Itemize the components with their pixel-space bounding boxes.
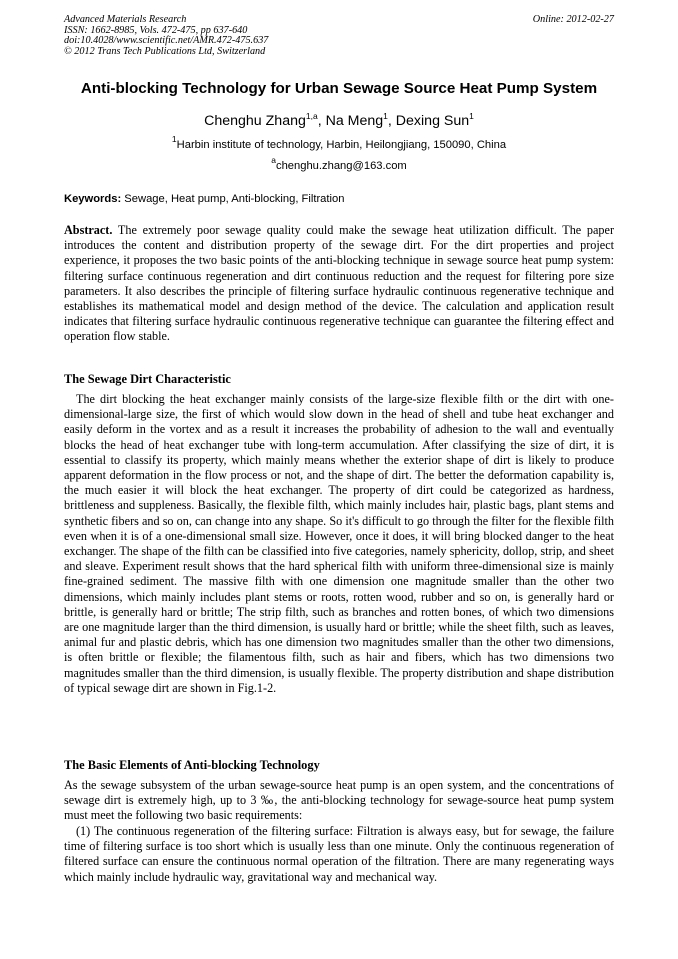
affiliation-text: Harbin institute of technology, Harbin, Heilongjiang, 150090, China [176, 139, 507, 151]
author-list [0, 112, 678, 130]
section-heading-basic-elements: The Basic Elements of Anti-blocking Technology [64, 758, 320, 772]
author-name: Dexing Sun [395, 113, 470, 129]
author-separator: , [317, 113, 326, 129]
author-superscript: 1 [469, 111, 474, 121]
abstract-text: The extremely poor sewage quality could make the sewage heat utilization difficult. The paper introduces the content and distribution property of the sewage dirt. For the dirt properties and project experience, it proposes the two basic points of the anti-blocking technique in sewage source heat pump system: filtering surface continuous regeneration and dirt continuous reduction and the request for filtering pore size parameters. It also describes the principle of filtering surface hydraulic continuous regenerative technique and establishes its mathematical model and design method of the device. The calculation and application result indicates that filtering surface hydraulic continuous regenerative technique can guarantee the filtering effect and operation flow stable. [64, 223, 614, 344]
section-paragraph-dirt-characteristic: The dirt blocking the heat exchanger mainly consists of the large-size flexible filth or the dirt with one-dimensional-large size, the first of which would slow down in the head of shell and tube heat exchanger and easily deform in the vortex and as a result it increases the probability of adhesion to the wall and eventually blocks the head of heat exchanger tube with long-term accumulation. After classifying the size of dirt, it is essential to classify its property, which mainly means whether the exterior shape of dirt is likely to produce apparent deformation in the flow process or not, and the shape of dirt. The better the deformation capability is, the much easier it will block the heat exchanger. The property of dirt could be categorized as hardness, brittleness and suppleness. Basically, the flexible filth, which mainly includes hair, plastic bags, plant stems and synthetic fibers and so on, can change into any shape. So it's difficult to go through the filter for the flexible filth even when it is of a one-dimensional small size. However, once it does, it will bring blocked danger to the heat exchanger. The shape of the filth can be classified into five categories, namely sphericity, dollop, strip, and sheet and sleave. Experiment result shows that the hard spherical filth with uniform three-dimensional size is mainly fine-grained sediment. The massive filth with one dimension one magnitude smaller than the other two dimensions, which mainly includes plant stems or roots, rotten wood, rubber and so on, is generally hard or brittle, is generally hard or brittle; The strip filth, such as branches and rotten bones, of which two dimensions are one magnitude larger than the third dimension, is usually hard or brittle; while the sheet filth, such as leaves, animal fur and plastic debris, which has one dimension two magnitudes smaller than the other two dimensions, is often brittle or flexible; the filamentous filth, such as hair and fibers, which has two dimensions two magnitudes smaller than the third dimension, is usually flexible. The property distribution and shape distribution of typical sewage dirt are shown in Fig.1-2. [64, 392, 614, 695]
abstract-paragraph [64, 223, 614, 345]
journal-header [64, 15, 268, 57]
affiliation-superscript: 1 [171, 134, 177, 144]
email-superscript: a [271, 155, 276, 165]
keywords-text: Sewage, Heat pump, Anti-blocking, Filtration [121, 193, 345, 205]
author-name: Na Meng [325, 113, 384, 129]
section-paragraph-basic-elements: As the sewage subsystem of the urban sewage-source heat pump is an open system, and the concentrations of sewage dirt is extremely high, up to 3 ‰, the anti-blocking technology for sewage-source heat pump system must meet the following two basic requirements: [64, 778, 614, 823]
author-email [0, 155, 678, 173]
abstract-label: Abstract. [64, 223, 113, 237]
keywords-label: Keywords: [64, 193, 122, 205]
paper-title: Anti-blocking Technology for Urban Sewage Source Heat Pump System [80, 80, 598, 97]
affiliation [0, 134, 678, 152]
author-superscript: 1,a [305, 111, 318, 121]
author-name: Chenghu Zhang [204, 113, 306, 129]
email-text: chenghu.zhang@163.com [275, 160, 407, 172]
copyright-line: © 2012 Trans Tech Publications Ltd, Switzerland [64, 45, 266, 57]
section-heading-dirt-characteristic: The Sewage Dirt Characteristic [64, 372, 231, 386]
requirement-item-1: (1) The continuous regeneration of the filtering surface: Filtration is always easy, but for sewage, the failure time of filtering surface is too short which is usually less than one minute. Only the continuous regeneration of filtered surface can ensure the continuous normal operation of the filtration. There are many regenerating ways which mainly include hydraulic way, gravitational way and mechanical way. [64, 824, 614, 884]
author-superscript: 1 [383, 111, 388, 121]
doi-line: doi:10.4028/www.scientific.net/AMR.472-475.637 [64, 35, 269, 47]
journal-name: Advanced Materials Research [64, 14, 187, 25]
online-date: Online: 2012-02-27 [532, 14, 614, 25]
issn-line: ISSN: 1662-8985, Vols. 472-475, pp 637-640 [64, 24, 248, 36]
author-separator: , [387, 113, 396, 129]
keywords-line [64, 192, 344, 206]
